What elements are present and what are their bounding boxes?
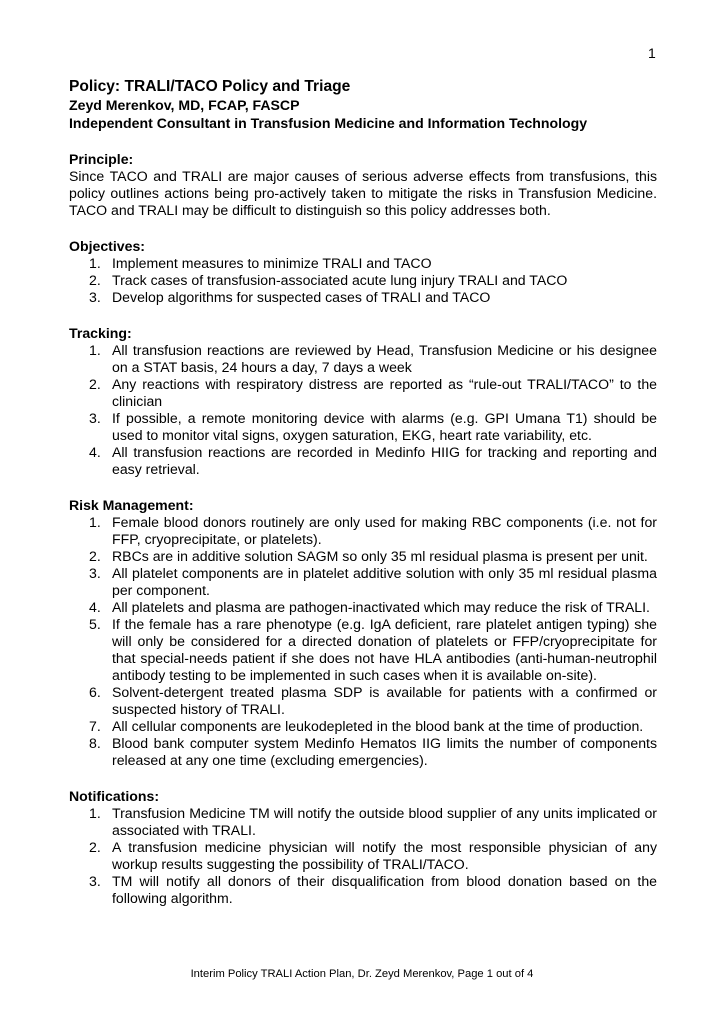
list-item-text: All platelet components are in platelet additive solution with only 35 ml residual plasma per component. (112, 565, 657, 598)
list-item (69, 565, 657, 599)
list-item-number: 1. (89, 342, 101, 358)
list-item-number: 5. (89, 616, 101, 632)
list-item-text: All transfusion reactions are reviewed by Head, Transfusion Medicine or his designee on a STAT basis, 24 hours a day, 7 days a week (112, 342, 657, 375)
objectives-section (69, 238, 657, 306)
list-item-text: A transfusion medicine physician will notify the most responsible physician of any workup results suggesting the possibility of TRALI/TACO. (112, 839, 657, 872)
risk-management-list (69, 514, 657, 769)
notifications-section (69, 788, 657, 907)
list-item (69, 684, 657, 718)
objectives-heading: Objectives: (69, 238, 145, 254)
list-item-number: 3. (89, 410, 101, 426)
list-item-number: 2. (89, 272, 101, 288)
list-item-number: 2. (89, 548, 101, 564)
list-item (69, 410, 657, 444)
page-footer: Interim Policy TRALI Action Plan, Dr. Zeyd Merenkov, Page 1 out of 4 (190, 968, 534, 980)
list-item-text: Transfusion Medicine TM will notify the outside blood supplier of any units implicated or associated with TRALI. (112, 805, 657, 838)
list-item-text: All cellular components are leukodepleted in the blood bank at the time of production. (112, 718, 644, 734)
list-item (69, 289, 657, 306)
list-item (69, 342, 657, 376)
list-item-text: Implement measures to minimize TRALI and TACO (112, 255, 432, 271)
document-title: Policy: TRALI/TACO Policy and Triage (69, 78, 351, 95)
list-item (69, 514, 657, 548)
list-item (69, 805, 657, 839)
list-item-number: 1. (89, 255, 101, 271)
list-item (69, 444, 657, 478)
list-item-text: Track cases of transfusion-associated acute lung injury TRALI and TACO (112, 272, 568, 288)
list-item-text: All platelets and plasma are pathogen-inactivated which may reduce the risk of TRALI. (112, 599, 650, 615)
list-item-text: RBCs are in additive solution SAGM so only 35 ml residual plasma is present per unit. (112, 548, 648, 564)
list-item-number: 6. (89, 684, 101, 700)
principle-heading: Principle: (69, 151, 134, 167)
list-item-text: If the female has a rare phenotype (e.g. IgA deficient, rare platelet antigen typing) she will only be considered for a directed donation of platelets or FFP/cryoprecipitate for that special-needs patient if she does not have HLA antibodies (anti-human-neutrophil antibody testing to be implemented in such cases when it is available on-site). (112, 616, 657, 683)
list-item (69, 718, 657, 735)
tracking-section (69, 325, 657, 478)
document-body (69, 78, 657, 907)
tracking-list (69, 342, 657, 478)
list-item-number: 3. (89, 873, 101, 889)
list-item-text: Female blood donors routinely are only used for making RBC components (i.e. not for FFP, cryoprecipitate, or platelets). (112, 514, 657, 547)
list-item (69, 735, 657, 769)
list-item-text: Any reactions with respiratory distress are reported as “rule-out TRALI/TACO” to the clinician (112, 376, 657, 409)
page-number: 1 (648, 45, 656, 61)
author-name: Zeyd Merenkov, MD, FCAP, FASCP (69, 97, 300, 113)
list-item (69, 616, 657, 684)
notifications-list (69, 805, 657, 907)
list-item-text: Solvent-detergent treated plasma SDP is available for patients with a confirmed or suspected history of TRALI. (112, 684, 657, 717)
list-item-text: All transfusion reactions are recorded in Medinfo HIIG for tracking and reporting and easy retrieval. (112, 444, 657, 477)
author-affiliation: Independent Consultant in Transfusion Medicine and Information Technology (69, 115, 588, 131)
list-item (69, 255, 657, 272)
list-item-number: 2. (89, 376, 101, 392)
list-item (69, 873, 657, 907)
list-item-text: TM will notify all donors of their disqualification from blood donation based on the following algorithm. (112, 873, 657, 906)
list-item (69, 839, 657, 873)
list-item-number: 8. (89, 735, 101, 751)
list-item (69, 272, 657, 289)
principle-section (69, 151, 657, 219)
list-item-number: 3. (89, 289, 101, 305)
list-item-number: 4. (89, 599, 101, 615)
risk-management-section (69, 497, 657, 769)
list-item-text: If possible, a remote monitoring device with alarms (e.g. GPI Umana T1) should be used to monitor vital signs, oxygen saturation, EKG, heart rate variability, etc. (112, 410, 657, 443)
principle-text: Since TACO and TRALI are major causes of serious adverse effects from transfusions, this policy outlines actions being pro-actively taken to mitigate the risks in Transfusion Medicine. TACO and TRALI may be difficult to distinguish so this policy addresses both. (69, 168, 657, 218)
list-item-number: 2. (89, 839, 101, 855)
list-item-number: 1. (89, 805, 101, 821)
objectives-list (69, 255, 657, 306)
tracking-heading: Tracking: (69, 325, 132, 341)
list-item-number: 7. (89, 718, 101, 734)
list-item (69, 548, 657, 565)
list-item-number: 1. (89, 514, 101, 530)
list-item-number: 4. (89, 444, 101, 460)
list-item-text: Develop algorithms for suspected cases of TRALI and TACO (112, 289, 491, 305)
list-item-text: Blood bank computer system Medinfo Hematos IIG limits the number of components released at any one time (excluding emergencies). (112, 735, 657, 768)
list-item-number: 3. (89, 565, 101, 581)
notifications-heading: Notifications: (69, 788, 160, 804)
risk-management-heading: Risk Management: (69, 497, 194, 513)
list-item (69, 376, 657, 410)
list-item (69, 599, 657, 616)
